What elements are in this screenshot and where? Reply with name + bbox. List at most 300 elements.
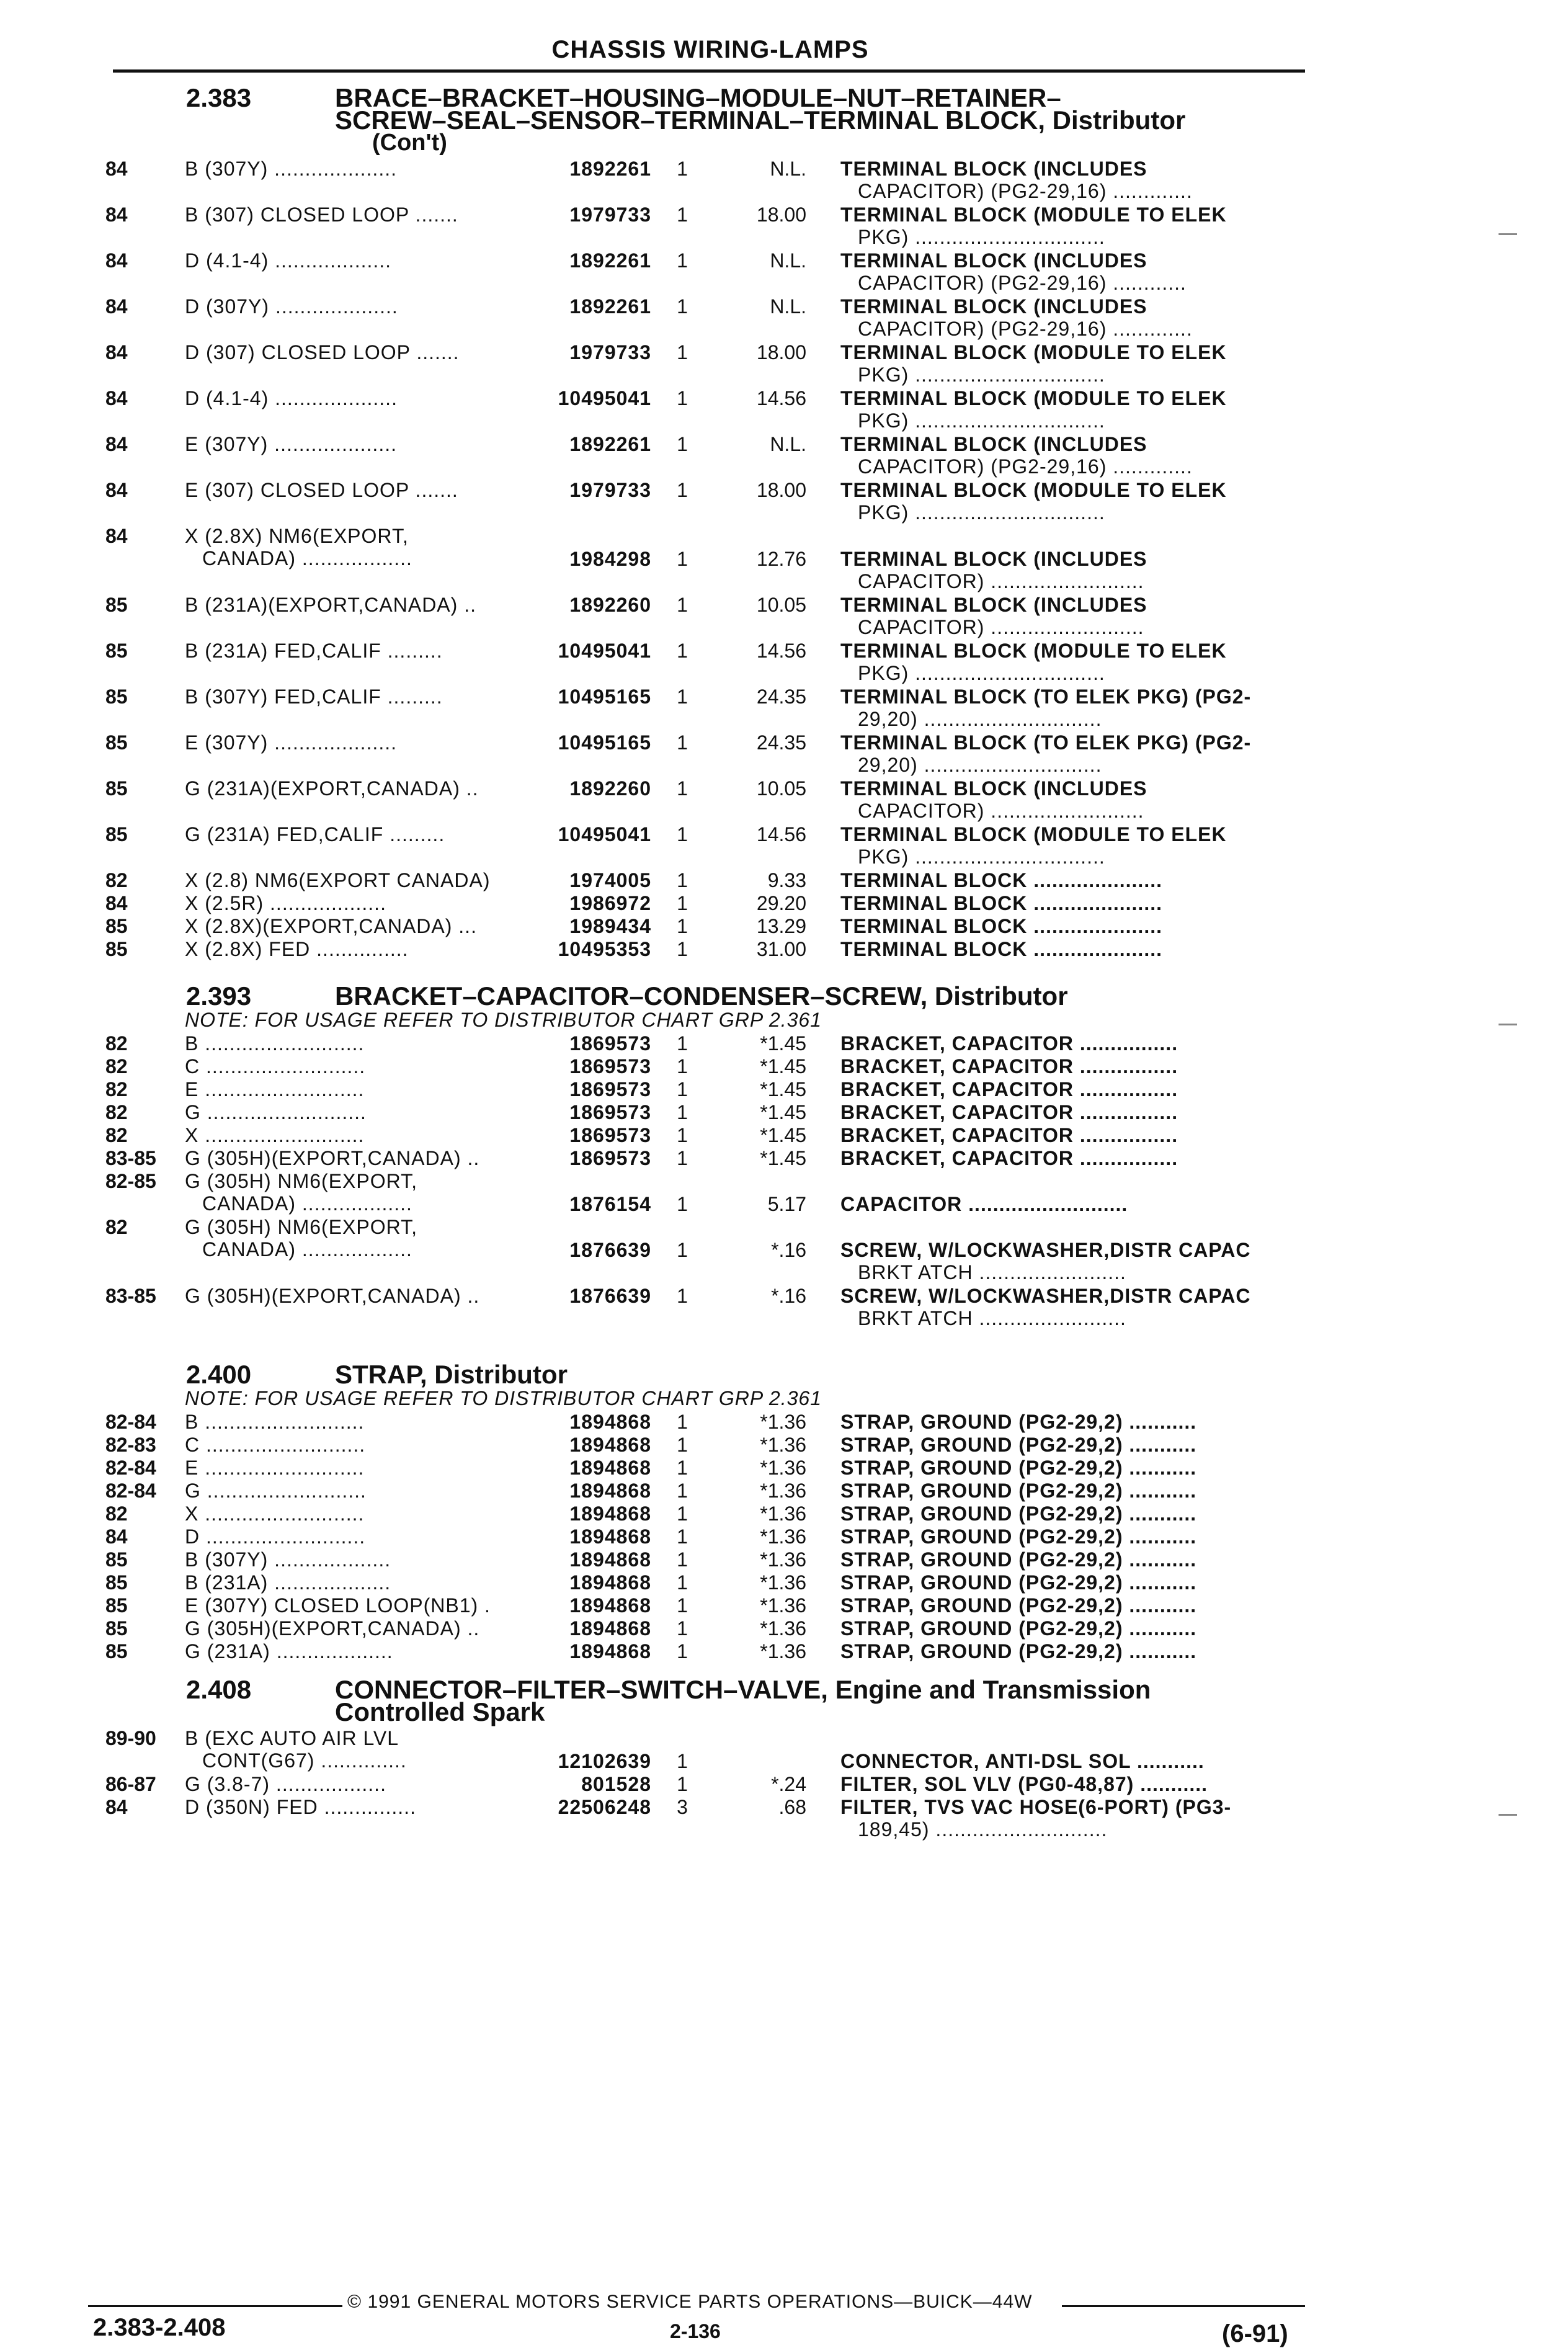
part-number: 1894868 bbox=[569, 1571, 651, 1594]
part-name-line: STRAP, GROUND (PG2-29,2) ........... bbox=[840, 1571, 1197, 1594]
part-name-line: TERMINAL BLOCK (INCLUDES bbox=[840, 249, 1147, 272]
usage-description-line: X (2.8X) FED ............... bbox=[185, 938, 409, 960]
part-number: 1876154 bbox=[569, 1193, 651, 1215]
model-year: 82 bbox=[105, 1502, 128, 1525]
part-number: 1894868 bbox=[569, 1480, 651, 1502]
model-year: 85 bbox=[105, 777, 128, 800]
price: 18.00 bbox=[756, 203, 806, 226]
section-title bbox=[335, 981, 1315, 1011]
margin-mark bbox=[1499, 233, 1517, 235]
usage-description-line: G (305H)(EXPORT,CANADA) .. bbox=[185, 1285, 480, 1307]
part-name-line: PKG) ............................... bbox=[858, 364, 1105, 386]
footer-rule-right bbox=[1062, 2305, 1305, 2307]
part-name bbox=[840, 1640, 1312, 1663]
part-name-line: TERMINAL BLOCK (INCLUDES bbox=[840, 433, 1147, 455]
price: *1.45 bbox=[760, 1032, 806, 1055]
usage-description-line: B .......................... bbox=[185, 1411, 365, 1433]
model-year: 85 bbox=[105, 640, 128, 662]
part-number: 1892260 bbox=[569, 594, 651, 616]
part-number: 1974005 bbox=[569, 869, 651, 891]
part-name-line: STRAP, GROUND (PG2-29,2) ........... bbox=[840, 1548, 1197, 1571]
usage-description bbox=[185, 203, 458, 226]
part-number: 1894868 bbox=[569, 1434, 651, 1456]
usage-description-line: G (305H)(EXPORT,CANADA) .. bbox=[185, 1617, 480, 1640]
part-name-line: BRACKET, CAPACITOR ................ bbox=[840, 1101, 1178, 1123]
model-year: 85 bbox=[105, 1594, 128, 1617]
usage-description-line: E (307Y) CLOSED LOOP(NB1) . bbox=[185, 1594, 491, 1617]
usage-description-line: X (2.8) NM6(EXPORT CANADA) bbox=[185, 869, 491, 891]
model-year: 82-85 bbox=[105, 1170, 156, 1192]
part-name-line: CONNECTOR, ANTI-DSL SOL ........... bbox=[840, 1750, 1205, 1772]
usage-description bbox=[185, 249, 391, 272]
quantity: 1 bbox=[677, 1285, 688, 1307]
part-name bbox=[840, 892, 1312, 914]
usage-description-line: C .......................... bbox=[185, 1434, 366, 1456]
price: *1.36 bbox=[760, 1525, 806, 1548]
part-name bbox=[840, 295, 1312, 340]
usage-description bbox=[185, 1548, 391, 1571]
quantity: 1 bbox=[677, 1101, 688, 1123]
usage-description-line: E (307) CLOSED LOOP ....... bbox=[185, 479, 458, 501]
price: *1.36 bbox=[760, 1434, 806, 1456]
part-name bbox=[840, 1525, 1312, 1548]
part-name bbox=[840, 158, 1312, 202]
model-year: 84 bbox=[105, 295, 128, 318]
part-name-line: CAPACITOR) ......................... bbox=[858, 570, 1144, 592]
model-year: 85 bbox=[105, 685, 128, 708]
price: 18.00 bbox=[756, 479, 806, 501]
usage-description bbox=[185, 1411, 364, 1433]
part-name-line: CAPACITOR) ......................... bbox=[858, 616, 1144, 638]
part-number: 12102639 bbox=[558, 1750, 651, 1772]
part-name bbox=[840, 479, 1312, 524]
part-number: 1979733 bbox=[569, 341, 651, 364]
usage-description-line: C .......................... bbox=[185, 1055, 366, 1078]
quantity: 1 bbox=[677, 892, 688, 914]
model-year: 85 bbox=[105, 731, 128, 754]
quantity: 1 bbox=[677, 1193, 688, 1215]
part-name bbox=[840, 869, 1312, 891]
quantity: 1 bbox=[677, 158, 688, 180]
quantity: 1 bbox=[677, 203, 688, 226]
usage-description-line: D .......................... bbox=[185, 1525, 366, 1548]
usage-description bbox=[185, 1078, 364, 1100]
usage-description-line: G (305H) NM6(EXPORT, bbox=[185, 1170, 418, 1192]
quantity: 1 bbox=[677, 1640, 688, 1663]
usage-description-line: B (307Y) FED,CALIF ......... bbox=[185, 685, 443, 708]
usage-description bbox=[185, 1124, 364, 1146]
part-name-line: STRAP, GROUND (PG2-29,2) ........... bbox=[840, 1617, 1197, 1640]
usage-description-line: G (3.8-7) .................. bbox=[185, 1773, 386, 1795]
price: 24.35 bbox=[756, 731, 806, 754]
part-name bbox=[840, 823, 1312, 868]
part-number: 1869573 bbox=[569, 1078, 651, 1100]
quantity: 1 bbox=[677, 1032, 688, 1055]
part-name-line: STRAP, GROUND (PG2-29,2) ........... bbox=[840, 1457, 1197, 1479]
usage-description-line: B (231A) ................... bbox=[185, 1571, 391, 1594]
usage-description-line: X (2.8X)(EXPORT,CANADA) ... bbox=[185, 915, 477, 937]
part-number: 1869573 bbox=[569, 1124, 651, 1146]
model-year: 82 bbox=[105, 1032, 128, 1055]
part-number: 10495041 bbox=[558, 823, 651, 846]
price: 10.05 bbox=[756, 777, 806, 800]
usage-description bbox=[185, 1480, 367, 1502]
usage-description bbox=[185, 869, 490, 891]
price: *1.36 bbox=[760, 1594, 806, 1617]
model-year: 84 bbox=[105, 341, 128, 364]
usage-description bbox=[185, 685, 443, 708]
usage-description-line: B (EXC AUTO AIR LVL bbox=[185, 1727, 399, 1749]
usage-description-line: G (305H)(EXPORT,CANADA) .. bbox=[185, 1147, 480, 1169]
price: .68 bbox=[778, 1796, 806, 1818]
part-number: 1869573 bbox=[569, 1032, 651, 1055]
usage-description-line: X .......................... bbox=[185, 1124, 365, 1146]
part-number: 1894868 bbox=[569, 1457, 651, 1479]
model-year: 82 bbox=[105, 1101, 128, 1123]
part-name bbox=[840, 1285, 1312, 1329]
usage-note: NOTE: FOR USAGE REFER TO DISTRIBUTOR CHART GRP 2.361 bbox=[185, 1009, 822, 1031]
part-number: 1984298 bbox=[569, 548, 651, 570]
quantity: 1 bbox=[677, 1502, 688, 1525]
footer-copyright: © 1991 GENERAL MOTORS SERVICE PARTS OPERATIONS—BUICK—44W bbox=[347, 2292, 1033, 2312]
part-name bbox=[840, 1750, 1312, 1772]
part-name bbox=[840, 1548, 1312, 1571]
part-name bbox=[840, 1796, 1312, 1841]
part-number: 1979733 bbox=[569, 479, 651, 501]
usage-description bbox=[185, 1457, 364, 1479]
part-name-line: BRACKET, CAPACITOR ................ bbox=[840, 1147, 1178, 1169]
quantity: 1 bbox=[677, 433, 688, 455]
part-name-line: STRAP, GROUND (PG2-29,2) ........... bbox=[840, 1411, 1197, 1433]
part-name-line: TERMINAL BLOCK (MODULE TO ELEK bbox=[840, 640, 1227, 662]
usage-description-line: G .......................... bbox=[185, 1480, 367, 1502]
part-name-line: TERMINAL BLOCK ..................... bbox=[840, 869, 1162, 891]
usage-description-line: CONT(G67) .............. bbox=[202, 1749, 407, 1772]
price: *1.36 bbox=[760, 1457, 806, 1479]
quantity: 1 bbox=[677, 1525, 688, 1548]
section-number: 2.408 bbox=[186, 1675, 252, 1704]
part-name-line: BRKT ATCH ........................ bbox=[858, 1261, 1126, 1283]
quantity: 1 bbox=[677, 1147, 688, 1169]
usage-description bbox=[185, 341, 460, 364]
part-number: 1979733 bbox=[569, 203, 651, 226]
part-name-line: CAPACITOR) (PG2-29,16) ............. bbox=[858, 455, 1193, 478]
usage-description bbox=[185, 1640, 393, 1663]
usage-description bbox=[185, 1032, 364, 1055]
part-name bbox=[840, 640, 1312, 684]
price: *1.36 bbox=[760, 1502, 806, 1525]
model-year: 84 bbox=[105, 1796, 128, 1818]
part-name bbox=[840, 1147, 1312, 1169]
quantity: 1 bbox=[677, 1548, 688, 1571]
part-number: 1876639 bbox=[569, 1239, 651, 1261]
part-number: 1892261 bbox=[569, 433, 651, 455]
part-name bbox=[840, 915, 1312, 937]
part-name-line: TERMINAL BLOCK (MODULE TO ELEK bbox=[840, 387, 1227, 409]
quantity: 3 bbox=[677, 1796, 688, 1818]
model-year: 85 bbox=[105, 1548, 128, 1571]
usage-description-line: B .......................... bbox=[185, 1032, 365, 1055]
price: *.24 bbox=[771, 1773, 806, 1795]
model-year: 83-85 bbox=[105, 1147, 156, 1169]
quantity: 1 bbox=[677, 1617, 688, 1640]
part-number: 1892261 bbox=[569, 158, 651, 180]
part-name-line: PKG) ............................... bbox=[858, 662, 1105, 684]
quantity: 1 bbox=[677, 731, 688, 754]
footer-page-number: 2-136 bbox=[670, 2320, 721, 2342]
quantity: 1 bbox=[677, 938, 688, 960]
model-year: 86-87 bbox=[105, 1773, 156, 1795]
price: *1.45 bbox=[760, 1055, 806, 1078]
part-number: 1894868 bbox=[569, 1411, 651, 1433]
quantity: 1 bbox=[677, 341, 688, 364]
usage-description bbox=[185, 1594, 491, 1617]
part-number: 1894868 bbox=[569, 1502, 651, 1525]
section-title bbox=[335, 1360, 1315, 1389]
usage-description bbox=[185, 640, 443, 662]
part-name bbox=[840, 433, 1312, 478]
quantity: 1 bbox=[677, 1571, 688, 1594]
usage-description-line: D (307) CLOSED LOOP ....... bbox=[185, 341, 460, 364]
usage-description-line: D (4.1-4) .................... bbox=[185, 387, 398, 409]
part-name-line: TERMINAL BLOCK (MODULE TO ELEK bbox=[840, 823, 1227, 846]
part-name-line: FILTER, TVS VAC HOSE(6-PORT) (PG3- bbox=[840, 1796, 1232, 1818]
quantity: 1 bbox=[677, 640, 688, 662]
part-name-line: BRACKET, CAPACITOR ................ bbox=[840, 1032, 1178, 1055]
price: 14.56 bbox=[756, 387, 806, 409]
part-name bbox=[840, 548, 1312, 592]
part-name bbox=[840, 731, 1312, 776]
part-name bbox=[840, 1193, 1312, 1215]
part-name-line: BRKT ATCH ........................ bbox=[858, 1307, 1126, 1329]
part-name-line: BRACKET, CAPACITOR ................ bbox=[840, 1124, 1178, 1146]
part-name-line: CAPACITOR) (PG2-29,16) ............ bbox=[858, 272, 1187, 294]
part-name bbox=[840, 1502, 1312, 1525]
model-year: 82 bbox=[105, 1055, 128, 1078]
model-year: 82 bbox=[105, 1216, 128, 1238]
price: N.L. bbox=[770, 433, 806, 455]
footer-section-range: 2.383-2.408 bbox=[93, 2314, 226, 2341]
quantity: 1 bbox=[677, 869, 688, 891]
usage-description bbox=[185, 525, 412, 569]
part-name-line: TERMINAL BLOCK (INCLUDES bbox=[840, 594, 1147, 616]
section-title-line: Controlled Spark bbox=[335, 1697, 545, 1726]
part-name-line: TERMINAL BLOCK (TO ELEK PKG) (PG2- bbox=[840, 731, 1252, 754]
quantity: 1 bbox=[677, 1411, 688, 1433]
part-number: 10495165 bbox=[558, 685, 651, 708]
part-name bbox=[840, 1773, 1312, 1795]
quantity: 1 bbox=[677, 685, 688, 708]
usage-description bbox=[185, 158, 397, 180]
part-name bbox=[840, 341, 1312, 386]
part-name-line: BRACKET, CAPACITOR ................ bbox=[840, 1055, 1178, 1078]
usage-description-line: G .......................... bbox=[185, 1101, 367, 1123]
usage-description bbox=[185, 1055, 365, 1078]
model-year: 89-90 bbox=[105, 1727, 156, 1749]
price: *1.45 bbox=[760, 1078, 806, 1100]
usage-description-line: E (307Y) .................... bbox=[185, 433, 397, 455]
price: *1.36 bbox=[760, 1411, 806, 1433]
usage-description-line: G (231A) ................... bbox=[185, 1640, 393, 1663]
part-name bbox=[840, 594, 1312, 638]
part-name-line: 29,20) ............................. bbox=[858, 754, 1102, 776]
usage-description bbox=[185, 1502, 364, 1525]
part-name-line: 189,45) ............................ bbox=[858, 1818, 1108, 1841]
usage-description bbox=[185, 295, 398, 318]
part-name-line: TERMINAL BLOCK (MODULE TO ELEK bbox=[840, 479, 1227, 501]
usage-description-line: E .......................... bbox=[185, 1078, 365, 1100]
usage-description-line: CANADA) .................. bbox=[202, 547, 412, 569]
model-year: 82-84 bbox=[105, 1457, 156, 1479]
part-name bbox=[840, 1078, 1312, 1100]
price: 10.05 bbox=[756, 594, 806, 616]
part-name-line: BRACKET, CAPACITOR ................ bbox=[840, 1078, 1178, 1100]
part-number: 1892260 bbox=[569, 777, 651, 800]
usage-description-line: G (305H) NM6(EXPORT, bbox=[185, 1216, 418, 1238]
part-number: 1892261 bbox=[569, 249, 651, 272]
usage-description-line: X (2.5R) ................... bbox=[185, 892, 386, 914]
quantity: 1 bbox=[677, 777, 688, 800]
price: *1.36 bbox=[760, 1640, 806, 1663]
usage-description bbox=[185, 1101, 367, 1123]
price: 31.00 bbox=[756, 938, 806, 960]
usage-description bbox=[185, 1216, 417, 1261]
quantity: 1 bbox=[677, 1594, 688, 1617]
part-number: 1894868 bbox=[569, 1548, 651, 1571]
quantity: 1 bbox=[677, 1480, 688, 1502]
part-number: 1894868 bbox=[569, 1617, 651, 1640]
model-year: 82-84 bbox=[105, 1411, 156, 1433]
usage-description bbox=[185, 892, 386, 914]
quantity: 1 bbox=[677, 387, 688, 409]
part-name-line: TERMINAL BLOCK (INCLUDES bbox=[840, 295, 1147, 318]
model-year: 84 bbox=[105, 1525, 128, 1548]
model-year: 84 bbox=[105, 249, 128, 272]
usage-description-line: B (231A) FED,CALIF ......... bbox=[185, 640, 443, 662]
part-name-line: TERMINAL BLOCK ..................... bbox=[840, 938, 1162, 960]
quantity: 1 bbox=[677, 915, 688, 937]
price: *1.45 bbox=[760, 1101, 806, 1123]
quantity: 1 bbox=[677, 548, 688, 570]
part-name-line: CAPACITOR) (PG2-29,16) ............. bbox=[858, 318, 1193, 340]
usage-description bbox=[185, 594, 476, 616]
part-name-line: STRAP, GROUND (PG2-29,2) ........... bbox=[840, 1434, 1197, 1456]
model-year: 84 bbox=[105, 892, 128, 914]
model-year: 84 bbox=[105, 387, 128, 409]
usage-description bbox=[185, 1773, 386, 1795]
price: *.16 bbox=[771, 1285, 806, 1307]
footer-revision-date: (6-91) bbox=[1222, 2320, 1288, 2347]
quantity: 1 bbox=[677, 594, 688, 616]
usage-description-line: B (307Y) .................... bbox=[185, 158, 397, 180]
section-title-line: STRAP, Distributor bbox=[335, 1360, 568, 1389]
section-number: 2.383 bbox=[186, 83, 252, 112]
usage-description-line: B (307) CLOSED LOOP ....... bbox=[185, 203, 458, 226]
price: 29.20 bbox=[756, 892, 806, 914]
quantity: 1 bbox=[677, 479, 688, 501]
model-year: 82 bbox=[105, 869, 128, 891]
quantity: 1 bbox=[677, 1078, 688, 1100]
model-year: 83-85 bbox=[105, 1285, 156, 1307]
usage-description bbox=[185, 1727, 407, 1772]
part-number: 10495041 bbox=[558, 387, 651, 409]
model-year: 85 bbox=[105, 1640, 128, 1663]
part-name bbox=[840, 1480, 1312, 1502]
part-number: 22506248 bbox=[558, 1796, 651, 1818]
usage-description bbox=[185, 1525, 365, 1548]
usage-description bbox=[185, 1147, 479, 1169]
part-number: 10495353 bbox=[558, 938, 651, 960]
section-title-line: (Con't) bbox=[372, 130, 447, 156]
model-year: 84 bbox=[105, 203, 128, 226]
part-number: 1876639 bbox=[569, 1285, 651, 1307]
quantity: 1 bbox=[677, 1239, 688, 1261]
model-year: 82 bbox=[105, 1124, 128, 1146]
part-name bbox=[840, 1055, 1312, 1078]
usage-description-line: D (350N) FED ............... bbox=[185, 1796, 416, 1818]
part-name-line: STRAP, GROUND (PG2-29,2) ........... bbox=[840, 1480, 1197, 1502]
part-number: 1869573 bbox=[569, 1101, 651, 1123]
usage-description-line: D (307Y) .................... bbox=[185, 295, 398, 318]
part-name-line: PKG) ............................... bbox=[858, 226, 1105, 248]
usage-description bbox=[185, 1571, 391, 1594]
part-name bbox=[840, 685, 1312, 730]
page-title: CHASSIS WIRING-LAMPS bbox=[551, 36, 869, 63]
section-number: 2.393 bbox=[186, 981, 252, 1011]
section-title-line: BRACE–BRACKET–HOUSING–MODULE–NUT–RETAINER– bbox=[335, 83, 1061, 112]
part-name bbox=[840, 1032, 1312, 1055]
section-number: 2.400 bbox=[186, 1360, 252, 1389]
part-name-line: CAPACITOR .......................... bbox=[840, 1193, 1128, 1215]
part-name-line: PKG) ............................... bbox=[858, 846, 1105, 868]
model-year: 84 bbox=[105, 158, 128, 180]
usage-description-line: CANADA) .................. bbox=[202, 1192, 412, 1215]
model-year: 85 bbox=[105, 938, 128, 960]
usage-description-line: D (4.1-4) ................... bbox=[185, 249, 392, 272]
model-year: 85 bbox=[105, 1571, 128, 1594]
part-number: 1892261 bbox=[569, 295, 651, 318]
part-name bbox=[840, 249, 1312, 294]
usage-description bbox=[185, 1796, 416, 1818]
price: N.L. bbox=[770, 158, 806, 180]
price: *.16 bbox=[771, 1239, 806, 1261]
price: N.L. bbox=[770, 295, 806, 318]
usage-description-line: E (307Y) .................... bbox=[185, 731, 397, 754]
quantity: 1 bbox=[677, 1055, 688, 1078]
model-year: 85 bbox=[105, 1617, 128, 1640]
part-name-line: TERMINAL BLOCK (MODULE TO ELEK bbox=[840, 341, 1227, 364]
usage-description-line: E .......................... bbox=[185, 1457, 365, 1479]
part-number: 1869573 bbox=[569, 1147, 651, 1169]
quantity: 1 bbox=[677, 1750, 688, 1772]
part-name-line: CAPACITOR) ......................... bbox=[858, 800, 1144, 822]
part-number: 1894868 bbox=[569, 1525, 651, 1548]
price: *1.45 bbox=[760, 1147, 806, 1169]
usage-description-line: CANADA) .................. bbox=[202, 1238, 412, 1261]
model-year: 82 bbox=[105, 1078, 128, 1100]
part-name bbox=[840, 777, 1312, 822]
part-number: 1989434 bbox=[569, 915, 651, 937]
model-year: 85 bbox=[105, 823, 128, 846]
part-name-line: SCREW, W/LOCKWASHER,DISTR CAPAC bbox=[840, 1239, 1251, 1261]
section-title-line: SCREW–SEAL–SENSOR–TERMINAL–TERMINAL BLOCK, Distributor bbox=[335, 105, 1186, 135]
usage-description-line: X (2.8X) NM6(EXPORT, bbox=[185, 525, 409, 547]
part-name bbox=[840, 1411, 1312, 1433]
part-name-line: STRAP, GROUND (PG2-29,2) ........... bbox=[840, 1594, 1197, 1617]
quantity: 1 bbox=[677, 823, 688, 846]
part-name bbox=[840, 1617, 1312, 1640]
part-name-line: STRAP, GROUND (PG2-29,2) ........... bbox=[840, 1502, 1197, 1525]
